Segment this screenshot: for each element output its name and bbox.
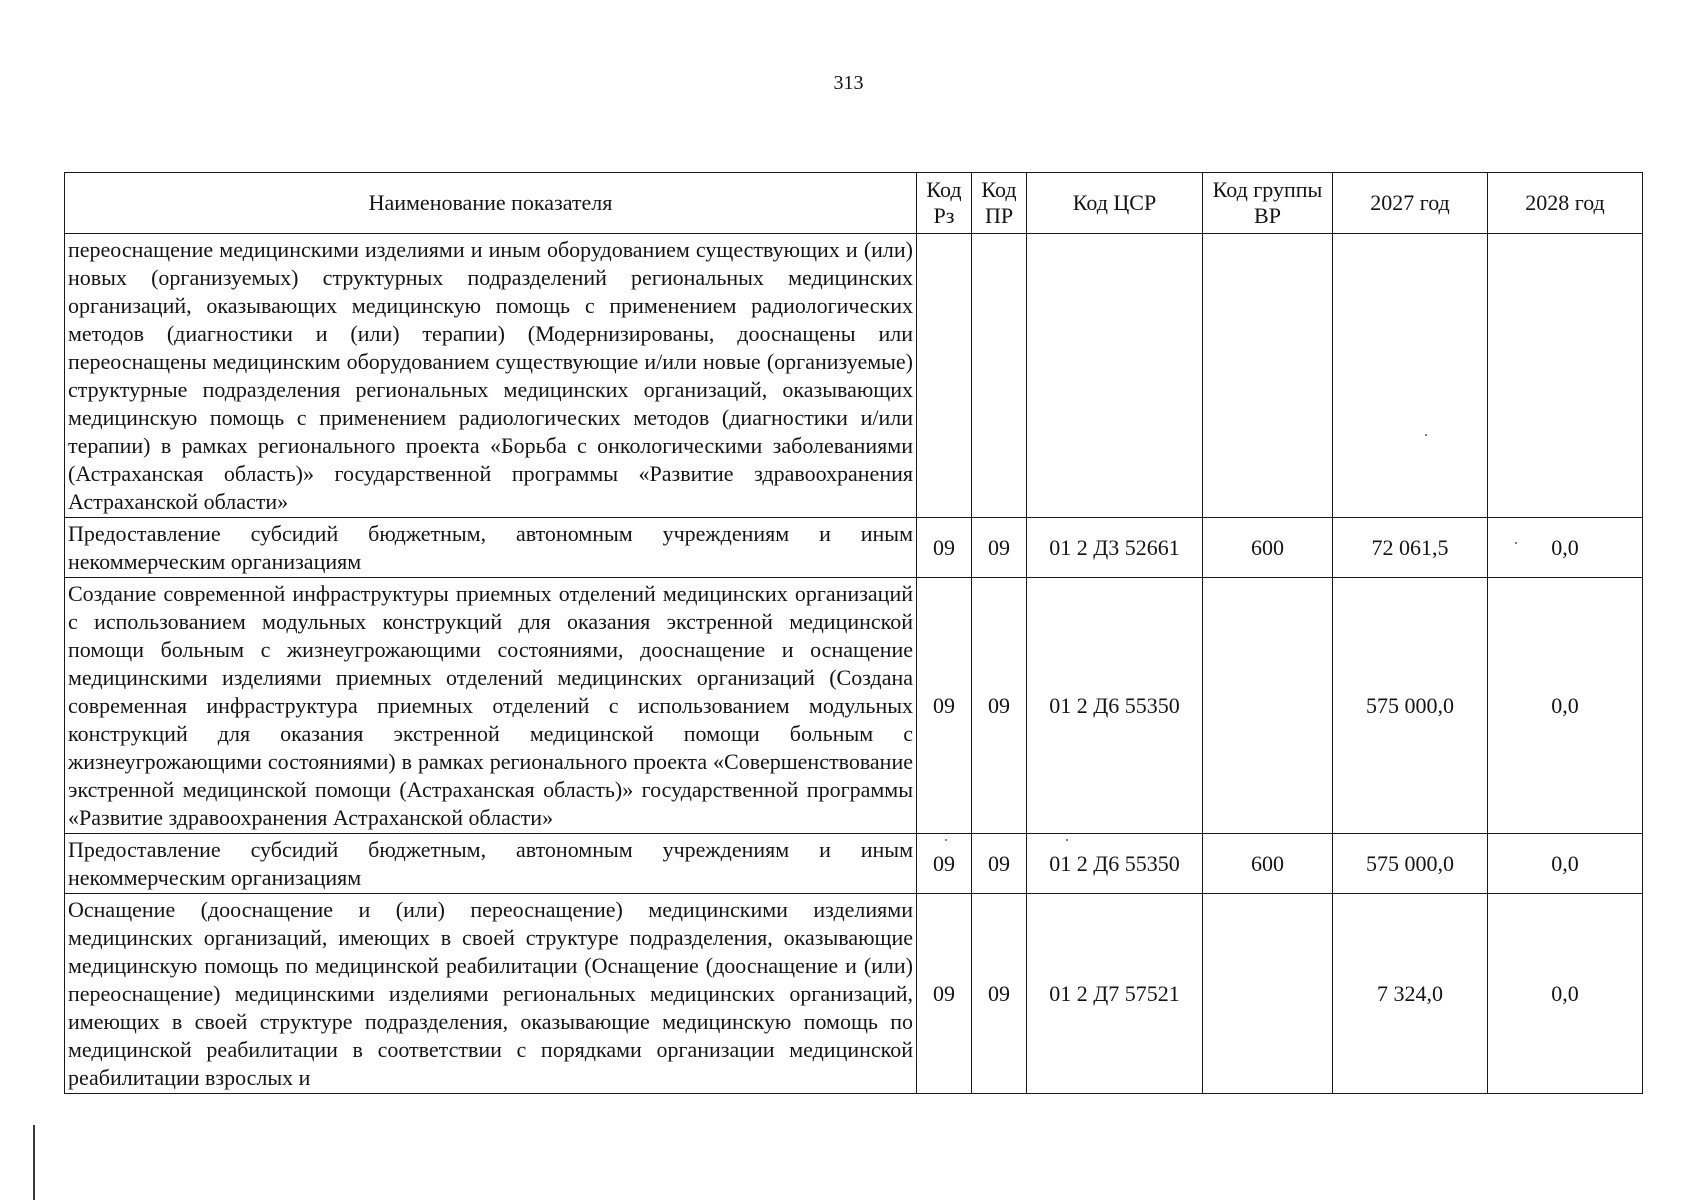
row-2028: 0,0 — [1488, 894, 1643, 1094]
row-name: Предоставление субсидий бюджетным, автономным учреждениям и иным некоммерческим организациям — [65, 518, 917, 578]
header-rz: Код Рз — [917, 173, 972, 234]
row-pr: 09 — [972, 518, 1027, 578]
row-vr — [1203, 578, 1333, 834]
row-rz — [917, 234, 972, 518]
table-row — [65, 578, 1643, 834]
row-csr: 01 2 Д6 55350 — [1027, 578, 1203, 834]
row-2027: 72 061,5 — [1333, 518, 1488, 578]
scan-speck — [945, 839, 947, 841]
header-2027: 2027 год — [1333, 173, 1488, 234]
table-header-row — [65, 173, 1643, 234]
row-name: Оснащение (дооснащение и (или) переоснащение) медицинскими изделиями медицинских организаций, имеющих в своей структуре подразделения, оказывающие медицинскую помощь по медицинской реабилитации (Оснащение (дооснащение и (или) переоснащение) медицинскими изделиями региональных медицинских организаций, имеющих в своей структуре подразделения, оказывающие медицинскую помощь по медицинской реабилитации в соответствии с порядками организации медицинской реабилитации взрослых и — [65, 894, 917, 1094]
budget-table — [64, 172, 1643, 1094]
table-row — [65, 234, 1643, 518]
scan-speck — [1066, 839, 1068, 841]
row-2027: 575 000,0 — [1333, 578, 1488, 834]
row-name: Создание современной инфраструктуры приемных отделений медицинских организаций с использованием модульных конструкций для оказания экстренной медицинской помощи больным с жизнеугрожающими состояниями, дооснащение и оснащение медицинскими изделиями приемных отделений медицинских организаций (Создана современная инфраструктура приемных отделений с использованием модульных конструкций для оказания экстренной медицинской помощи больным с жизнеугрожающими состояниями) в рамках регионального проекта «Совершенствование экстренной медицинской помощи (Астраханская область)» государственной программы «Развитие здравоохранения Астраханской области» — [65, 578, 917, 834]
scan-speck — [1515, 542, 1517, 544]
row-rz: 09 — [917, 578, 972, 834]
table-row — [65, 518, 1643, 578]
row-rz: 09 — [917, 834, 972, 894]
row-pr: 09 — [972, 894, 1027, 1094]
row-csr — [1027, 234, 1203, 518]
header-csr: Код ЦСР — [1027, 173, 1203, 234]
row-csr: 01 2 Д6 55350 — [1027, 834, 1203, 894]
page-number: 313 — [833, 72, 864, 94]
header-vr: Код группы ВР — [1203, 173, 1333, 234]
header-name: Наименование показателя — [65, 173, 917, 234]
header-2028: 2028 год — [1488, 173, 1643, 234]
row-rz: 09 — [917, 518, 972, 578]
row-pr — [972, 234, 1027, 518]
table-row — [65, 834, 1643, 894]
header-pr: Код ПР — [972, 173, 1027, 234]
row-pr: 09 — [972, 834, 1027, 894]
row-2028: 0,0 — [1488, 834, 1643, 894]
row-2028 — [1488, 234, 1643, 518]
scan-edge-line — [33, 1125, 35, 1200]
row-vr: 600 — [1203, 518, 1333, 578]
row-vr — [1203, 234, 1333, 518]
row-rz: 09 — [917, 894, 972, 1094]
row-csr: 01 2 Д3 52661 — [1027, 518, 1203, 578]
row-2027: 7 324,0 — [1333, 894, 1488, 1094]
row-vr — [1203, 894, 1333, 1094]
row-csr: 01 2 Д7 57521 — [1027, 894, 1203, 1094]
row-pr: 09 — [972, 578, 1027, 834]
row-2028: 0,0 — [1488, 578, 1643, 834]
row-2027: 575 000,0 — [1333, 834, 1488, 894]
scan-speck — [1425, 434, 1427, 436]
row-2027 — [1333, 234, 1488, 518]
row-vr: 600 — [1203, 834, 1333, 894]
table-row — [65, 894, 1643, 1094]
row-name: Предоставление субсидий бюджетным, автономным учреждениям и иным некоммерческим организациям — [65, 834, 917, 894]
row-2028: 0,0 — [1488, 518, 1643, 578]
row-name: переоснащение медицинскими изделиями и иным оборудованием существующих и (или) новых (организуемых) структурных подразделений региональных медицинских организаций, оказывающих медицинскую помощь с применением радиологических методов (диагностики и (или) терапии) (Модернизированы, дооснащены или переоснащены медицинским оборудованием существующие и/или новые (организуемые) структурные подразделения региональных медицинских организаций, оказывающих медицинскую помощь с применением радиологических методов (диагностики и/или терапии) в рамках регионального проекта «Борьба с онкологическими заболеваниями (Астраханская область)» государственной программы «Развитие здравоохранения Астраханской области» — [65, 234, 917, 518]
